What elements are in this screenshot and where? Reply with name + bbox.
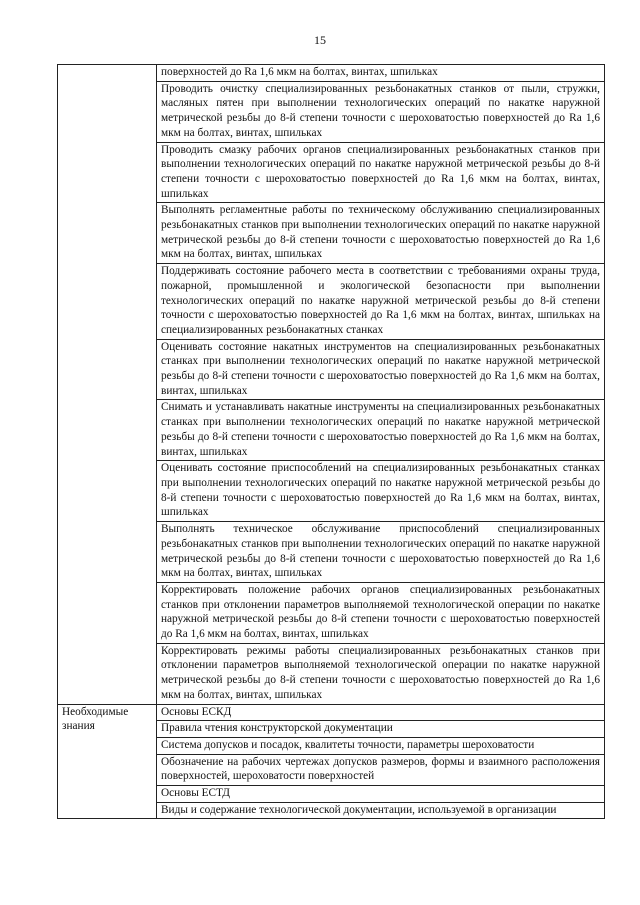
requirement-text: Основы ЕСКД (161, 705, 232, 718)
requirement-text: Оценивать состояние накатных инструментов на специализированных резьбонакатных станках при выполнении технологических операций по накатке наружной метрической резьбы до 8-й степени точности с шероховатостью поверхностей до Ra 1,6 мкм на болтах, винтах, шпильках (161, 340, 600, 397)
skills-label-cell (58, 65, 157, 705)
knowledge-label: Необходимые знания (62, 705, 129, 733)
requirement-cell (157, 754, 605, 785)
requirement-text: Снимать и устанавливать накатные инструменты на специализированных резьбонакатных станках при выполнении технологических операций по накатке наружной метрической резьбы до 8-й степени точности с шероховатостью поверхностей до Ra 1,6 мкм на болтах, винтах, шпильках (161, 401, 600, 458)
table-row (58, 704, 605, 721)
page-number: 15 (314, 33, 326, 47)
requirement-text: Оценивать состояние приспособлений на специализированных резьбонакатных станках при выполнении технологических операций по накатке наружной метрической резьбы до 8-й степени точности с шероховатостью поверхностей до Ra 1,6 мкм на болтах, винтах, шпильках (161, 462, 600, 519)
requirement-cell (157, 203, 605, 264)
requirement-cell (157, 786, 605, 803)
requirement-cell (157, 802, 605, 819)
knowledge-label-cell (58, 704, 157, 819)
requirement-cell (157, 142, 605, 203)
requirement-cell (157, 339, 605, 400)
requirement-cell (157, 400, 605, 461)
requirement-text: Корректировать положение рабочих органов специализированных резьбонакатных станков при отклонении параметров выполняемой технологической операции по накатке наружной метрической резьбы до 8-й степени точности с шероховатостью поверхностей до Ra 1,6 мкм на болтах, винтах, шпильках (161, 583, 600, 641)
requirement-cell (157, 65, 605, 82)
requirement-text: поверхностей до Ra 1,6 мкм на болтах, винтах, шпильках (161, 66, 438, 78)
requirement-text: Корректировать режимы работы специализированных резьбонакатных станков при отклонении параметров выполняемой технологической операции по накатке наружной метрической резьбы до 8-й степени точности с шероховатостью поверхностей до Ra 1,6 мкм на болтах, винтах, шпильках (161, 644, 600, 701)
table-row (58, 65, 605, 82)
requirement-text: Выполнять регламентные работы по техническому обслуживанию специализированных резьбонакатных станков при выполнении технологических операций по накатке наружной метрической резьбы до 8-й степени точности с шероховатостью поверхностей до Ra 1,6 мкм на болтах, винтах, шпильках (161, 204, 600, 261)
requirement-cell (157, 643, 605, 704)
requirement-text: Проводить очистку специализированных резьбонакатных станков от пыли, стружки, масляных пятен при выполнении технологических операций по накатке наружной метрической резьбы до 8-й степени точности с шероховатостью поверхностей до Ra 1,6 мкм на болтах, винтах, шпильках (161, 82, 600, 139)
requirement-cell (157, 737, 605, 754)
requirement-text: Проводить смазку рабочих органов специализированных резьбонакатных станков при выполнении технологических операций по накатке наружной метрической резьбы до 8-й степени точности с шероховатостью поверхностей до Ra 1,6 мкм на болтах, винтах, шпильках (161, 143, 600, 200)
requirement-text: Правила чтения конструкторской документации (161, 722, 393, 735)
requirement-cell (157, 721, 605, 738)
requirement-text: Поддерживать состояние рабочего места в соответствии с требованиями охраны труда, пожарной, промышленной и экологической безопасности при выполнении технологических операций по накатке наружной метрической резьбы до 8-й степени точности с шероховатостью поверхностей до Ra 1,6 мкм на болтах, винтах, шпильках на специализированных резьбонакатных станках (161, 265, 600, 336)
requirement-cell (157, 264, 605, 340)
requirement-text: Виды и содержание технологической документации, используемой в организации (161, 803, 557, 816)
requirement-cell (157, 582, 605, 643)
requirement-cell (157, 81, 605, 142)
requirement-cell (157, 461, 605, 522)
competency-table (57, 64, 605, 819)
requirement-text: Обозначение на рабочих чертежах допусков размеров, формы и взаимного расположения поверхностей, шероховатости поверхностей (161, 755, 600, 783)
requirement-cell (157, 522, 605, 583)
requirement-cell (157, 704, 605, 721)
requirement-text: Основы ЕСТД (161, 787, 230, 800)
requirement-text: Система допусков и посадок, квалитеты точности, параметры шероховатости (161, 738, 535, 751)
requirement-text: Выполнять техническое обслуживание приспособлений специализированных резьбонакатных станков при выполнении технологических операций по накатке наружной метрической резьбы до 8-й степени точности с шероховатостью поверхностей до Ra 1,6 мкм на болтах, винтах, шпильках (161, 523, 600, 580)
